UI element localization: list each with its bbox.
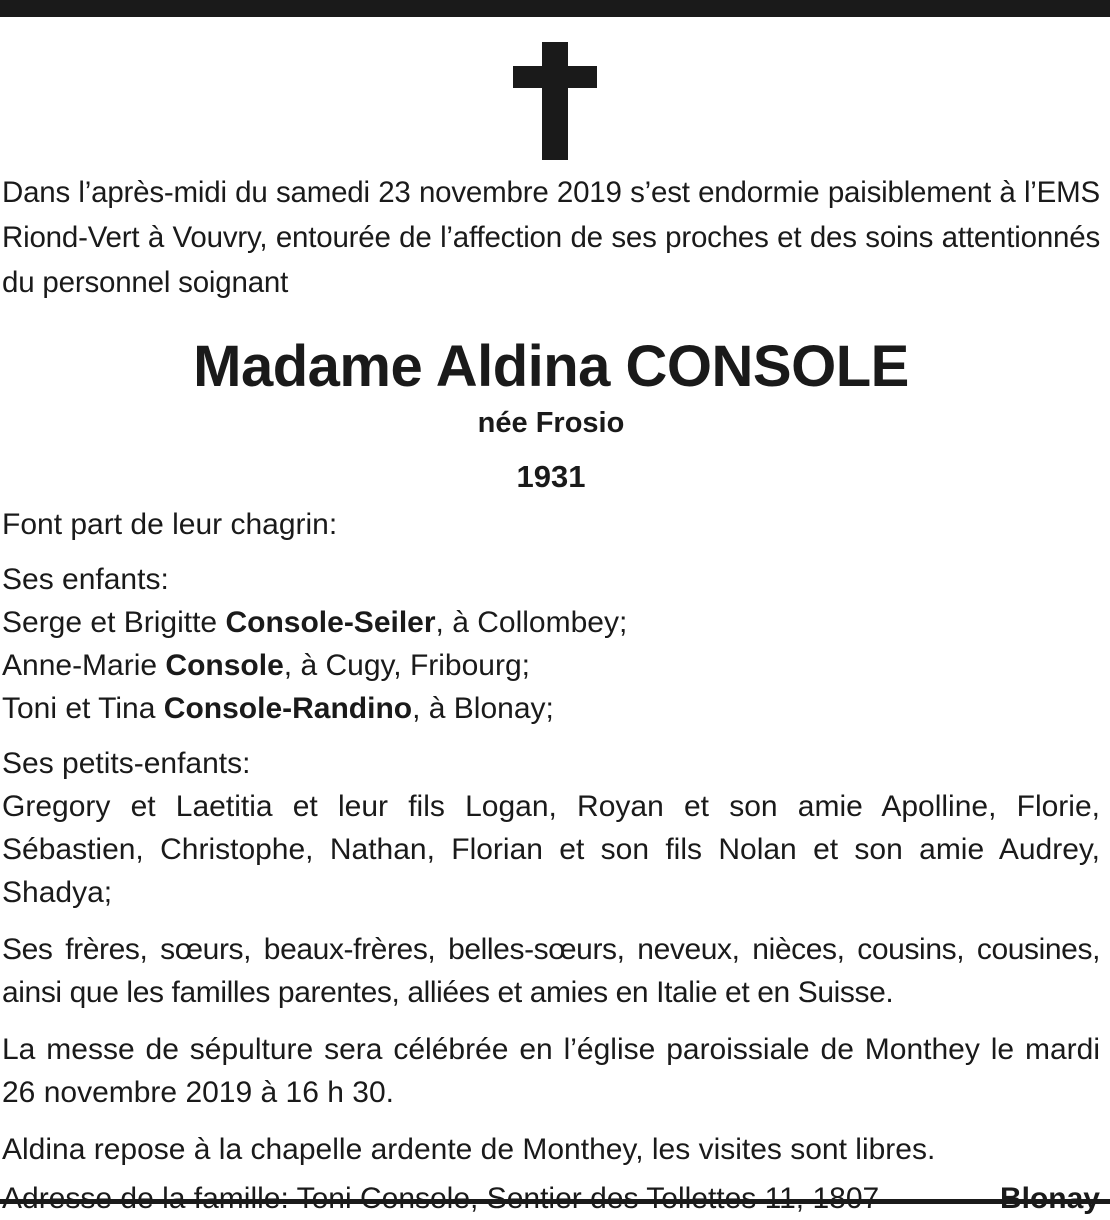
child-surname: Console-Randino bbox=[163, 692, 413, 725]
child-entry: Toni et Tina Console-Randino, à Blonay; bbox=[2, 692, 554, 725]
bottom-rule bbox=[0, 1199, 1110, 1204]
grandchildren-heading: Ses petits-enfants: bbox=[2, 747, 251, 780]
child-surname: Console bbox=[165, 649, 284, 682]
children-heading: Ses enfants: bbox=[2, 563, 169, 596]
cross-icon bbox=[513, 42, 597, 160]
child-surname: Console-Seiler bbox=[225, 606, 436, 639]
child-entry: Anne-Marie Console, à Cugy, Fribourg; bbox=[2, 649, 530, 682]
grandchildren-text: Gregory et Laetitia et leur fils Logan, Royan et son amie Apolline, Florie, Sébastien, Christophe, Nathan, Florian et son fils Nolan et son amie Audrey, Shadya; bbox=[2, 790, 1100, 909]
birth-year: 1931 bbox=[516, 459, 586, 494]
obituary-body bbox=[2, 170, 1100, 1220]
deceased-name: Madame Aldina CONSOLE bbox=[193, 334, 909, 399]
visitation-paragraph: Aldina repose à la chapelle ardente de Monthey, les visites sont libres. bbox=[2, 1133, 936, 1166]
children-list bbox=[2, 601, 1100, 730]
child-entry: Serge et Brigitte Console-Seiler, à Collombey; bbox=[2, 606, 628, 639]
top-rule bbox=[0, 0, 1110, 17]
announcement: Font part de leur chagrin: bbox=[2, 508, 338, 541]
maiden-name: née Frosio bbox=[477, 407, 625, 439]
intro-paragraph: Dans l’après-midi du samedi 23 novembre 2019 s’est endormie paisiblement à l’EMS Riond-Vert à Vouvry, entourée de l’affection de ses proches et des soins attentionnés du personnel soignant bbox=[2, 176, 1100, 299]
relatives-paragraph: Ses frères, sœurs, beaux-frères, belles-sœurs, neveux, nièces, cousins, cousines, ainsi que les familles parentes, alliées et amies en Italie et en Suisse. bbox=[2, 933, 1100, 1009]
funeral-paragraph: La messe de sépulture sera célébrée en l’église paroissiale de Monthey le mardi 26 novembre 2019 à 16 h 30. bbox=[2, 1033, 1100, 1109]
